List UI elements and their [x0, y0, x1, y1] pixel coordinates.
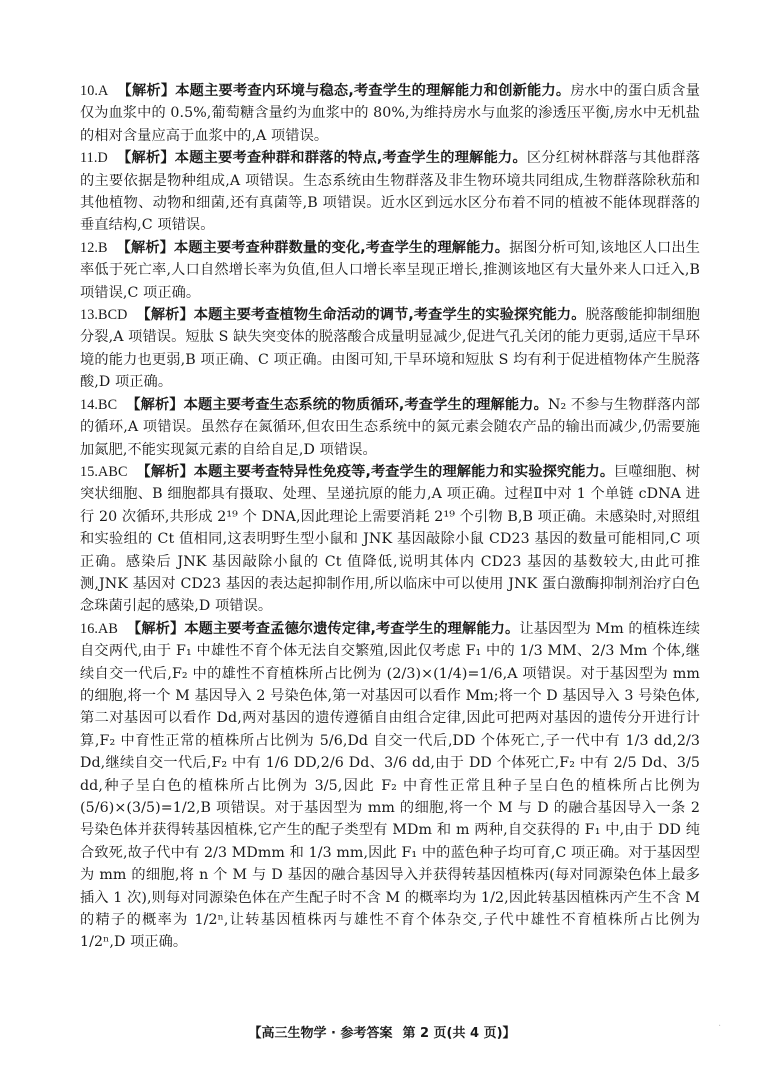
analysis-body: 脱落酸能抑制细胞分裂,A 项错误。短肽 S 缺失突变体的脱落酸合成量明显减少,促进气孔关闭的能力更弱,适应干旱环境的能力也更弱,B 项正确、C 项正确。由图可知,干旱环境和短肽 S 均有利于促进植物体产生脱落酸,D 项正确。	[80, 307, 700, 391]
answer-item-16	[80, 618, 700, 954]
answer-item-12	[80, 237, 700, 304]
analysis-tag: 【解析】	[126, 396, 184, 413]
item-number: 12.	[80, 239, 99, 256]
answer-list	[80, 80, 700, 954]
item-answer: ABC	[98, 463, 128, 480]
item-answer: BC	[98, 396, 118, 413]
item-answer: BCD	[98, 307, 128, 324]
analysis-tag: 【解析】	[126, 620, 185, 637]
analysis-tag: 【解析】	[116, 239, 174, 256]
item-number: 14.	[80, 396, 99, 413]
analysis-body: 房水中的蛋白质含量仅为血浆中的 0.5%,葡萄糖含量约为血浆中的 80%,为维持房水与血浆的渗透压平衡,房水中无机盐的相对含量应高于血浆中的,A 项错误。	[80, 83, 701, 144]
item-answer: A	[98, 83, 109, 99]
answer-item-10	[80, 80, 700, 147]
item-number: 11.	[80, 150, 98, 167]
answer-item-11	[80, 147, 700, 237]
analysis-lead: 本题主要考查种群数量的变化,考查学生的理解能力。	[173, 239, 510, 256]
answer-item-13	[80, 304, 700, 394]
item-answer: AB	[98, 620, 118, 637]
answer-item-15	[80, 461, 700, 618]
analysis-lead: 本题主要考查种群和群落的特点,考查学生的理解能力。	[174, 150, 527, 167]
analysis-tag: 【解析】	[117, 83, 176, 99]
analysis-body: 巨噬细胞、树突状细胞、B 细胞都具有摄取、处理、呈递抗原的能力,A 项正确。过程Ⅱ中对 1 个单链 cDNA 进行 20 次循环,共形成 2¹⁹ 个 DNA,因此理论上需要消耗 2¹⁹ 个引物 B,B 项正确。未感染时,对照组和实验组的 Ct 值相同,这表明野生型小鼠和 JNK 基因敲除小鼠 CD23 基因的数量可能相同,C 项正确。感染后 JNK 基因敲除小鼠的 Ct 值降低,说明其体内 CD23 基因的基数较大,由此可推测,JNK 基因对 CD23 基因的表达起抑制作用,所以临床中可以使用 JNK 蛋白激酶抑制剂治疗白色念珠菌引起的感染,D 项错误。	[80, 463, 700, 615]
analysis-body: 区分红树林群落与其他群落的主要依据是物种组成,A 项错误。生态系统由生物群落及非生物环境共同组成,生物群落除秋茄和其他植物、动物和细菌,还有真菌等,B 项错误。近水区到远水区分布着不同的植被不能体现群落的垂直结构,C 项错误。	[80, 150, 700, 234]
answer-item-14	[80, 394, 700, 461]
analysis-lead: 本题主要考查孟德尔遗传定律,考查学生的理解能力。	[184, 620, 520, 637]
item-answer: D	[97, 150, 108, 167]
analysis-body: 据图分析可知,该地区人口出生率低于死亡率,人口自然增长率为负值,但人口增长率呈现正增长,推测该地区有大量外来人口迁入,B 项错误,C 项正确。	[80, 239, 700, 301]
analysis-body: N₂ 不参与生物群落内部的循环,A 项错误。虽然存在氮循环,但农田生态系统中的氮元素会随农产品的输出而减少,仍需要施加氮肥,不能实现氮元素的自给自足,D 项错误。	[80, 396, 701, 458]
corner-mark: ·	[718, 1021, 722, 1032]
item-answer: B	[98, 239, 108, 256]
analysis-tag: 【解析】	[136, 307, 194, 324]
item-number: 15.	[80, 463, 99, 480]
analysis-lead: 本题主要考查生态系统的物质循环,考查学生的理解能力。	[183, 396, 548, 413]
item-number: 16.	[80, 620, 99, 637]
analysis-body: 让基因型为 Mm 的植株连续自交两代,由于 F₁ 中雄性不育个体无法自交繁殖,因此仅考虑 F₁ 中的 1/3 MM、2/3 Mm 个体,继续自交一代后,F₂ 中的雄性不育植株所占比例为 (2/3)×(1/4)=1/6,A 项错误。对于基因型为 mm 的细胞,将一个 M 基因导入 2 号染色体,第一对基因可以看作 Mm;将一个 D 基因导入 3 号染色体,第二对基因可以看作 Dd,两对基因的遗传遵循自由组合定律,因此可把两对基因的遗传分开进行计算,F₂ 中育性正常的植株所占比例为 5/6,Dd 自交一代后,DD 个体死亡,子一代中有 1/3 dd,2/3 Dd,继续自交一代后,F₂ 中有 1/6 DD,2/6 Dd、3/6 dd,由于 DD 个体死亡,F₂ 中有 2/5 Dd、3/5 dd,种子呈白色的植株所占比例为 3/5,因此 F₂ 中育性正常且种子呈白色的植株所占比例为 (5/6)×(3/5)=1/2,B 项错误。对于基因型为 mm 的细胞,将一个 M 与 D 的融合基因导入一条 2 号染色体并获得转基因植株,它产生的配子类型有 MDm 和 m 两种,自交获得的 F₁ 中,由于 DD 纯合致死,故子代中有 2/3 MDmm 和 1/3 mm,因此 F₁ 中的蓝色种子均可育,C 项正确。对于基因型为 mm 的细胞,将 n 个 M 与 D 基因的融合基因导入并获得转基因植株丙(每对同源染色体上最多插入 1 次),则每对同源染色体在产生配子时不含 M 的概率均为 1/2,因此转基因植株丙产生不含 M 的精子的概率为 1/2ⁿ,让转基因植株丙与雄性不育个体杂交,子代中雄性不育植株所占比例为 1/2ⁿ,D 项正确。	[80, 620, 700, 951]
analysis-tag: 【解析】	[136, 463, 194, 480]
analysis-lead: 本题主要考查内环境与稳态,考查学生的理解能力和创新能力。	[175, 83, 571, 99]
analysis-lead: 本题主要考查特异性免疫等,考查学生的理解能力和实验探究能力。	[193, 463, 615, 480]
analysis-tag: 【解析】	[116, 150, 175, 167]
page-footer	[0, 1022, 764, 1041]
item-number: 13.	[80, 307, 99, 324]
footer-page-number: 第 2 页(共 4 页)】	[402, 1026, 516, 1041]
footer-title: 【高三生物学 · 参考答案	[248, 1026, 393, 1041]
item-number: 10.	[80, 83, 99, 99]
analysis-lead: 本题主要考查植物生命活动的调节,考查学生的实验探究能力。	[193, 307, 586, 324]
